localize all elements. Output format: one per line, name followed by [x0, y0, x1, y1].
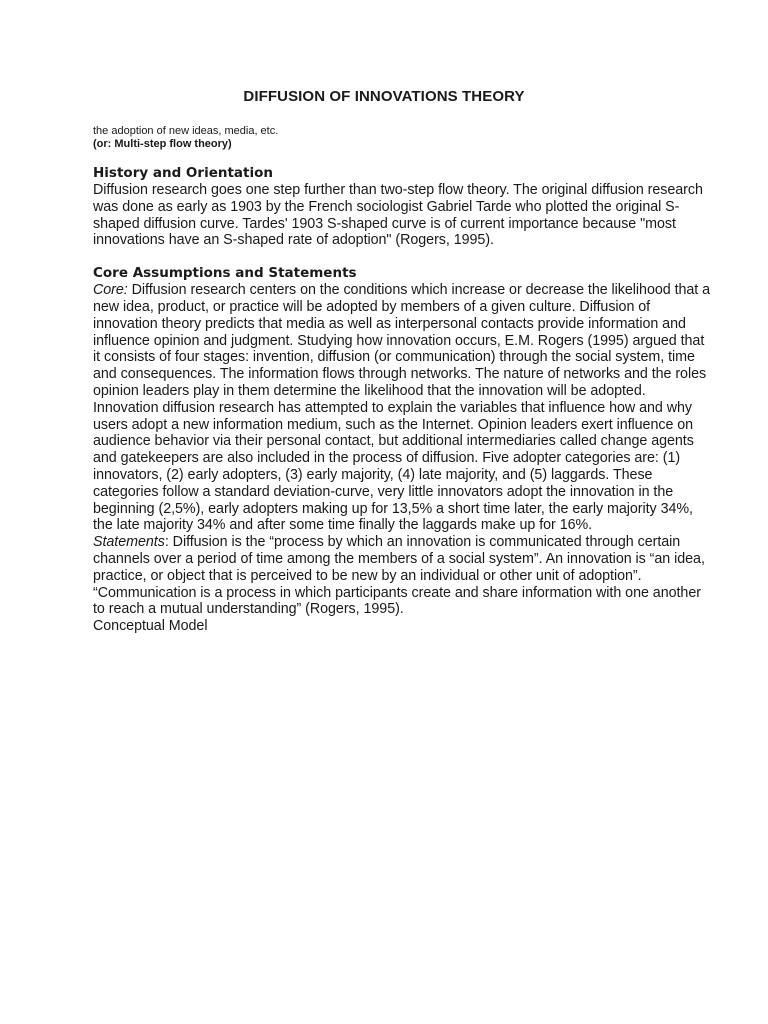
core-label: Core:	[93, 282, 128, 299]
conceptual-model-line: Conceptual Model	[93, 618, 208, 635]
document-subtitle: the adoption of new ideas, media, etc.	[93, 125, 279, 137]
statements-text: : Diffusion is the “process by which an innovation is communicated through certain channels over a period of time among the members of a social system”. An innovation is “an idea, practice, or object that is perceived to be new by an individual or other unit of adoption”. “Communication is a process in which participants create and share information with one another to reach a mutual understanding” (Rogers, 1995).	[93, 534, 705, 618]
document-title: DIFFUSION OF INNOVATIONS THEORY	[243, 88, 525, 105]
section-paragraph-history: Diffusion research goes one step further than two-step flow theory. The original diffusion research was done as early as 1903 by the French sociologist Gabriel Tarde who plotted the original S-shaped diffusion curve. Tardes' 1903 S-shaped curve is of current importance because "most innovations have an S-shaped rate of adoption" (Rogers, 1995).	[93, 182, 703, 249]
document-body	[93, 125, 713, 635]
statements-paragraph	[93, 534, 713, 618]
core-text: Diffusion research centers on the conditions which increase or decrease the likelihood that a new idea, product, or practice will be adopted by members of a given culture. Diffusion of innovation theory predicts that media as well as interpersonal contacts provide information and influence opinion and judgment. Studying how innovation occurs, E.M. Rogers (1995) argued that it consists of four stages: invention, diffusion (or communication) through the social system, time and consequences. The information flows through networks. The nature of networks and the roles opinion leaders play in them determine the likelihood that the innovation will be adopted. Innovation diffusion research has attempted to explain the variables that influence how and why users adopt a new information medium, such as the Internet. Opinion leaders exert influence on audience behavior via their personal contact, but additional intermediaries called change agents and gatekeepers are also included in the process of diffusion. Five adopter categories are: (1) innovators, (2) early adopters, (3) early majority, (4) late majority, and (5) laggards. These categories follow a standard deviation-curve, very little innovators adopt the innovation in the beginning (2,5%), early adopters making up for 13,5% a short time later, the early majority 34%, the late majority 34% and after some time finally the laggards make up for 16%.	[93, 282, 711, 534]
section-heading-core-assumptions: Core Assumptions and Statements	[93, 265, 357, 282]
statements-label: Statements	[93, 534, 165, 551]
section-heading-history: History and Orientation	[93, 165, 273, 181]
document-alt-name: (or: Multi-step flow theory)	[93, 138, 232, 150]
core-paragraph	[93, 282, 713, 534]
